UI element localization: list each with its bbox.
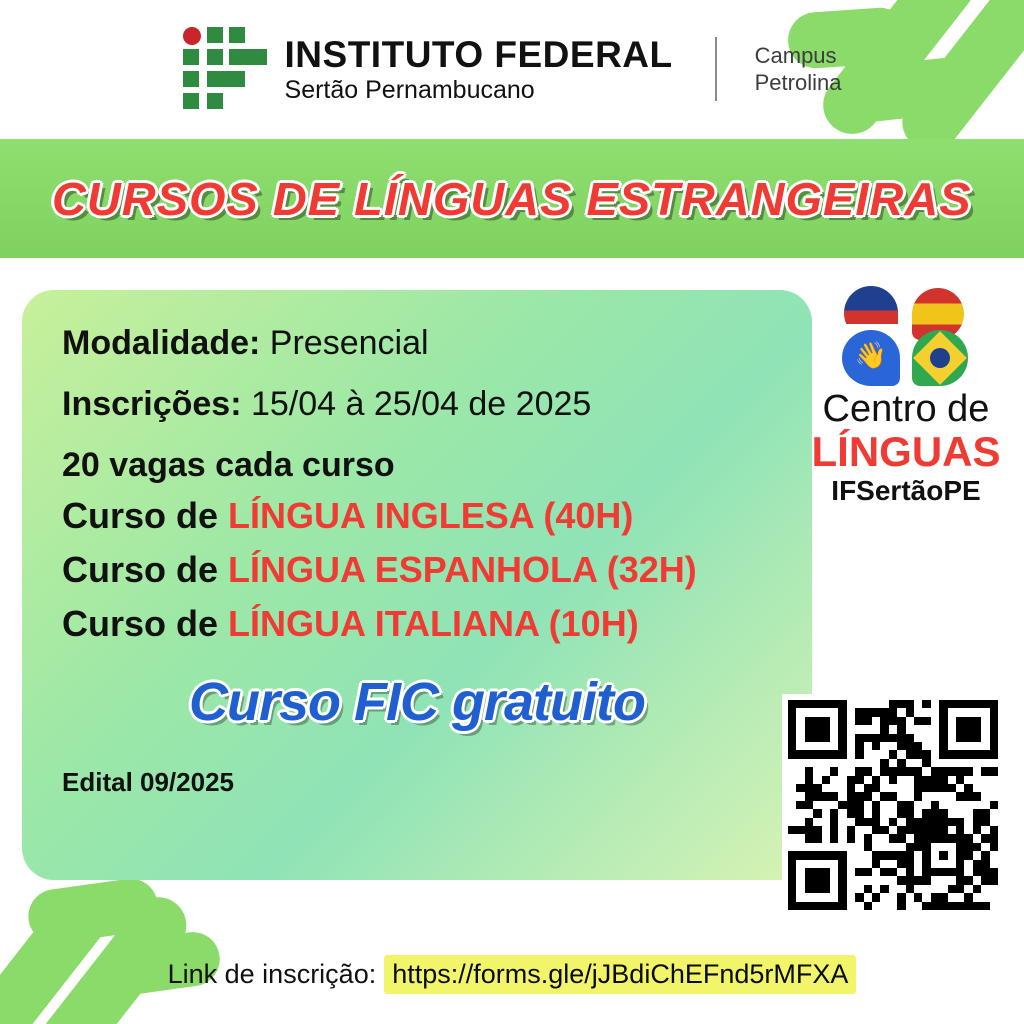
course-item	[62, 603, 772, 645]
course-language: LÍNGUA ESPANHOLA (32H)	[228, 549, 697, 590]
course-prefix: Curso de	[62, 549, 219, 590]
brazil-flag-icon	[912, 330, 968, 386]
registration-link-url[interactable]: https://forms.gle/jJBdiChEFnd5rMFXA	[384, 955, 856, 994]
institution-title: INSTITUTO FEDERAL	[284, 33, 673, 75]
title-band	[0, 139, 1024, 258]
info-card	[22, 290, 812, 880]
institution-subtitle: Sertão Pernambucano	[284, 75, 535, 104]
course-item	[62, 549, 772, 591]
institution-logo	[183, 27, 842, 111]
enrollment-line	[62, 385, 772, 424]
edital-text: Edital 09/2025	[62, 767, 234, 797]
linguas-label: LÍNGUAS	[811, 427, 1001, 475]
centro-label: Centro de	[822, 388, 990, 430]
seats-text: 20 vagas cada curso	[62, 446, 395, 484]
free-course-callout: Curso FIC gratuito	[189, 672, 645, 732]
flag-bubbles	[816, 286, 996, 386]
qr-code-grid	[788, 700, 998, 910]
campus-label: Campus	[754, 42, 837, 68]
institution-name	[284, 33, 673, 104]
centro-de-linguas-logo	[806, 286, 1006, 508]
enrollment-label: Inscrições:	[62, 385, 242, 423]
logo-divider	[715, 37, 717, 101]
modality-line	[62, 324, 772, 363]
course-prefix: Curso de	[62, 603, 219, 644]
campus-name	[755, 42, 842, 97]
course-language: LÍNGUA INGLESA (40H)	[228, 495, 634, 536]
header	[0, 0, 1024, 138]
course-prefix: Curso de	[62, 495, 219, 536]
qr-code[interactable]	[782, 694, 1004, 916]
if-logo-icon	[183, 27, 267, 111]
modality-value: Presencial	[269, 324, 429, 362]
registration-link-row	[0, 955, 1024, 994]
modality-label: Modalidade:	[62, 324, 261, 362]
course-language: LÍNGUA ITALIANA (10H)	[228, 603, 639, 644]
campus-city: Petrolina	[754, 70, 842, 95]
registration-link-label: Link de inscrição:	[167, 959, 377, 989]
ifsertao-label: IFSertãoPE	[831, 474, 981, 506]
enrollment-value: 15/04 à 25/04 de 2025	[250, 385, 592, 423]
course-item	[62, 495, 772, 537]
page-title: CURSOS DE LÍNGUAS ESTRANGEIRAS	[52, 172, 972, 225]
hands-sign-language-icon: 👋	[842, 330, 900, 386]
